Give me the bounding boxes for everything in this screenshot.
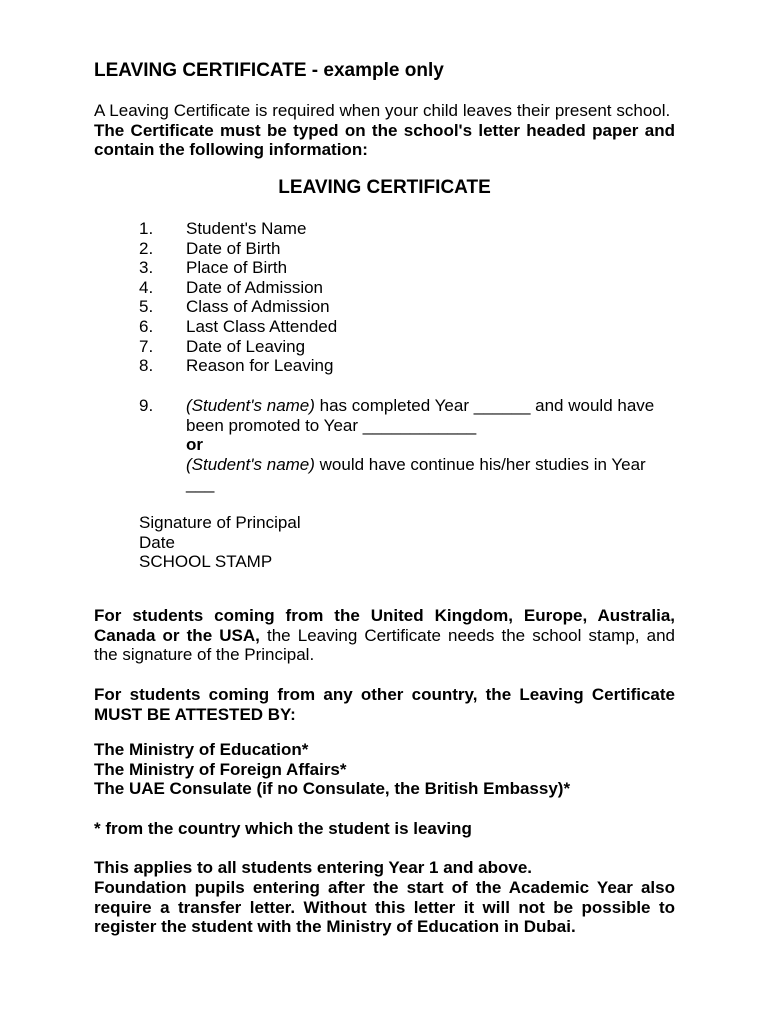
list-item: 2. Date of Birth — [139, 238, 281, 258]
attest-item: The UAE Consulate (if no Consulate, the British Embassy)* — [94, 779, 571, 799]
list-item-9: 9. (Student's name) has completed Year ______ and would have been promoted to Year ____________ or (Student's name) would have continue his/her studies in Year ___ — [139, 396, 655, 494]
intro-paragraph — [94, 101, 675, 160]
list-item: 6. Last Class Attended — [139, 316, 338, 336]
other-country-paragraph: For students coming from any other country, the Leaving Certificate MUST BE ATTESTED BY: — [94, 685, 675, 724]
signature-line: Signature of Principal — [139, 513, 301, 532]
item-9-body: (Student's name) has completed Year ______ and would have been promoted to Year ____________ or (Student's name) would have continue his/her studies in Year ___ — [186, 396, 655, 494]
foundation-paragraph: Foundation pupils entering after the start of the Academic Year also require a transfer letter. Without this letter it will not be possible to register the student with the Ministry of Education in Dubai. — [94, 878, 675, 937]
applies-line: This applies to all students entering Year 1 and above. — [94, 858, 533, 877]
or-separator: or — [186, 435, 203, 455]
attestation-list — [94, 740, 675, 799]
uk-paragraph — [94, 606, 675, 665]
required-info-list — [139, 219, 337, 376]
list-item: 3. Place of Birth — [139, 258, 288, 278]
date-line: Date — [139, 532, 175, 552]
signature-block — [139, 513, 301, 572]
stamp-line: SCHOOL STAMP — [139, 552, 273, 572]
list-item: 8. Reason for Leaving — [139, 356, 334, 376]
uk-bold-text: For students coming from the United Kingdom, Europe, Australia, Canada or the USA, — [94, 606, 675, 645]
list-item: 7. Date of Leaving — [139, 336, 306, 356]
list-item: 1. Student's Name — [139, 219, 307, 238]
intro-plain-text: A Leaving Certificate is required when your child leaves their present school. — [94, 101, 671, 120]
footnote: * from the country which the student is leaving — [94, 819, 472, 838]
attest-item: The Ministry of Foreign Affairs* — [94, 759, 347, 779]
intro-bold-text: The Certificate must be typed on the school's letter headed paper and contain the following information: — [94, 120, 675, 160]
uk-plain-text: the Leaving Certificate needs the school stamp, and the signature of the Principal. — [94, 625, 675, 665]
document-title: LEAVING CERTIFICATE - example only — [94, 60, 444, 81]
list-item: 4. Date of Admission — [139, 277, 324, 297]
list-item: 5. Class of Admission — [139, 297, 330, 317]
attest-item: The Ministry of Education* — [94, 740, 309, 759]
certificate-title: LEAVING CERTIFICATE — [278, 177, 491, 198]
